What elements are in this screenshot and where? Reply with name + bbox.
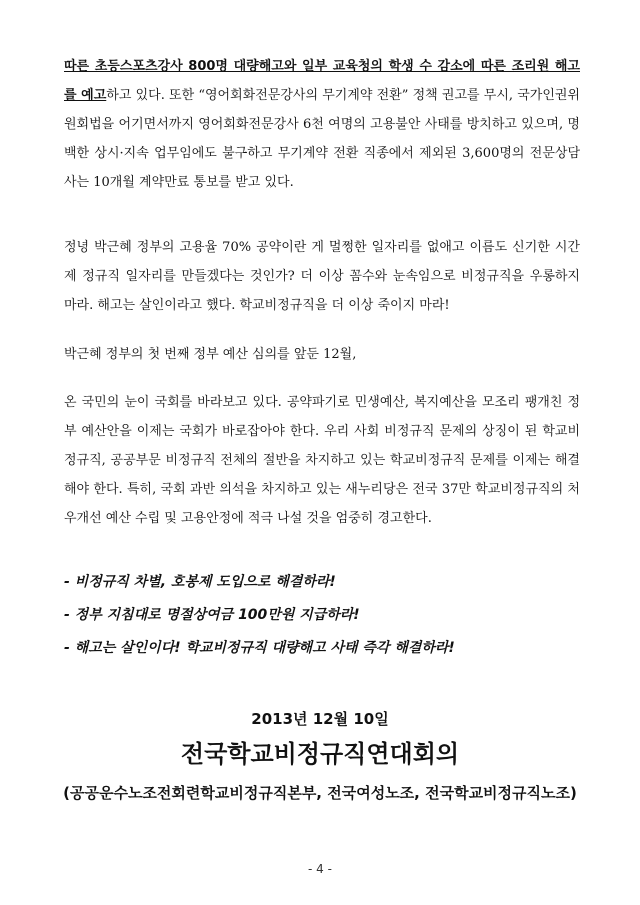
- paragraph-3: 박근혜 정부의 첫 번째 정부 예산 심의를 앞둔 12월,: [64, 347, 357, 362]
- paragraph-2: 정녕 박근혜 정부의 고용율 70% 공약이란 게 멀쩡한 일자리를 없애고 이름도 신기한 시간제 정규직 일자리를 만들겠다는 것인가? 더 이상 꼼수와 눈속임으로 비정규직을 우롱하지 마라. 해고는 살인이라고 했다. 학교비정규직을 더 이상 죽이지 마라!: [64, 240, 580, 313]
- slogan-item: - 비정규직 차별, 호봉제 도입으로 해결하라!: [64, 574, 336, 590]
- paragraph-1-emphasis: 따른 초등스포츠강사 800명 대량해고와 일부 교육청의 학생 수 감소에 따른 조리원 해고를 예고: [64, 59, 580, 103]
- paragraph-1: [64, 52, 580, 197]
- paragraph-1-text: 하고 있다. 또한 “영어회화전문강사의 무기계약 전환” 정책 권고를 무시, 국가인권위원회법을 어기면서까지 영어회화전문강사 6천 여명의 고용불안 사태를 방치하고 있으며, 명백한 상시·지속 업무임에도 불구하고 무기계약 전환 직종에서 제외된 3,600명의 전문상담사는 10개월 계약만료 통보를 받고 있다.: [64, 88, 580, 190]
- statement-date: 2013년 12월 10일: [251, 710, 389, 728]
- member-organizations: (공공운수노조전회련학교비정규직본부, 전국여성노조, 전국학교비정규직노조): [63, 784, 577, 802]
- slogan-item: - 정부 지침대로 명절상여금 100만원 지급하라!: [64, 607, 360, 623]
- organization-name: 전국학교비정규직연대회의: [180, 740, 460, 768]
- page-number: - 4 -: [308, 862, 332, 876]
- slogan-list: [64, 566, 584, 665]
- paragraph-4: 온 국민의 눈이 국회를 바라보고 있다. 공약파기로 민생예산, 복지예산을 모조리 팽개친 정부 예산안을 이제는 국회가 바로잡아야 한다. 우리 사회 비정규직 문제의 상징이 된 학교비정규직, 공공부문 비정규직 전체의 절반을 차지하고 있는 학교비정규직 문제를 이제는 해결해야 한다. 특히, 국회 과반 의석을 차지하고 있는 새누리당은 전국 37만 학교비정규직의 처우개선 예산 수립 및 고용안정에 적극 나설 것을 엄중히 경고한다.: [64, 395, 580, 526]
- slogan-item: - 해고는 살인이다! 학교비정규직 대량해고 사태 즉각 해결하라!: [64, 640, 455, 656]
